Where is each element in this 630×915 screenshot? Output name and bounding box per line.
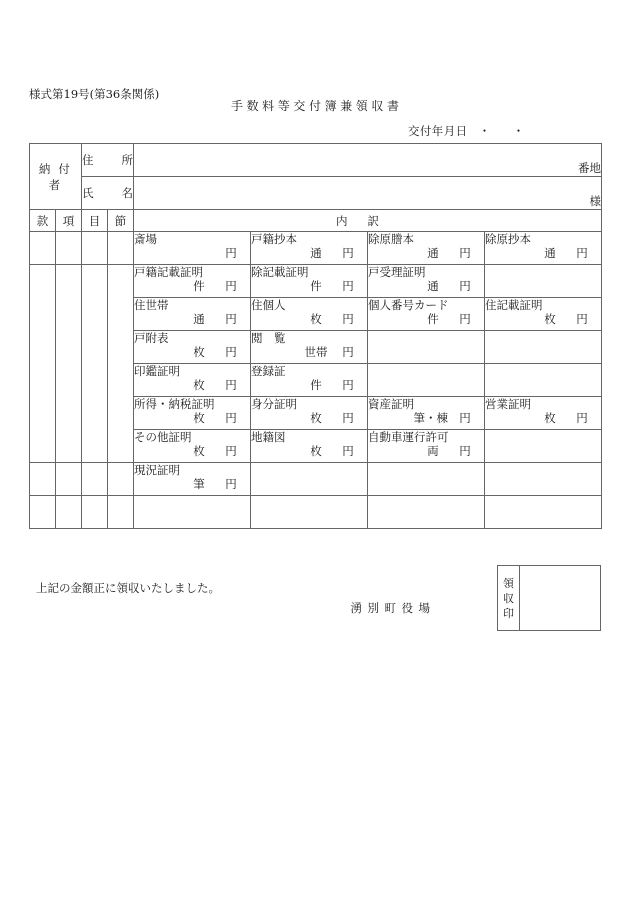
item-name: 閲 覧 [251, 331, 286, 345]
budget-moku-cell-2[interactable] [82, 265, 108, 463]
item-cell[interactable] [368, 232, 485, 265]
header-breakdown: 内訳 [134, 210, 602, 232]
table-row [30, 496, 602, 529]
address-label-part-1: 住 [82, 153, 94, 167]
item-cell[interactable] [485, 331, 602, 364]
item-units [368, 246, 484, 261]
item-cell[interactable] [485, 463, 602, 496]
header-ko: 項 [56, 210, 82, 232]
item-unit: 件 [310, 378, 322, 392]
item-units [485, 246, 601, 261]
item-cell[interactable] [368, 496, 485, 529]
item-name: 所得・納税証明 [134, 397, 215, 411]
item-cell[interactable] [485, 397, 602, 430]
receipt-seal-box [497, 565, 601, 631]
item-unit: 枚 [310, 444, 322, 458]
item-currency: 円 [459, 246, 471, 260]
item-cell[interactable] [134, 298, 251, 331]
item-units [485, 312, 601, 327]
item-unit: 枚 [310, 312, 322, 326]
header-setsu: 節 [108, 210, 134, 232]
item-units [134, 345, 250, 360]
item-name: 地籍図 [251, 430, 286, 444]
item-name: 斎場 [134, 232, 157, 246]
item-units [251, 444, 367, 459]
item-name: 戸籍抄本 [251, 232, 297, 246]
seal-label-char-2: 収 [503, 591, 514, 605]
item-cell[interactable] [368, 298, 485, 331]
item-cell[interactable] [134, 463, 251, 496]
table-row [30, 463, 602, 496]
budget-ko-cell-4[interactable] [56, 496, 82, 529]
table-row [30, 265, 602, 298]
item-name: 住世帯 [134, 298, 169, 312]
item-currency: 円 [576, 411, 588, 425]
item-cell[interactable] [134, 364, 251, 397]
item-cell[interactable] [368, 265, 485, 298]
receipt-statement: 上記の金額正に領収いたしました。 [36, 581, 220, 595]
issue-date-label: 交付年月日 [408, 124, 468, 138]
item-units [134, 411, 250, 426]
item-cell[interactable] [368, 331, 485, 364]
issue-date-separator-2: ・ [512, 124, 525, 138]
item-name: 戸籍記載証明 [134, 265, 203, 279]
item-unit: 枚 [193, 345, 205, 359]
item-name: 除原謄本 [368, 232, 414, 246]
item-units [368, 463, 484, 478]
item-name: 印鑑証明 [134, 364, 180, 378]
item-name: 身分証明 [251, 397, 297, 411]
budget-setsu-cell-1[interactable] [108, 232, 134, 265]
item-units [251, 463, 367, 478]
item-cell[interactable] [368, 397, 485, 430]
item-units [368, 331, 484, 346]
item-cell[interactable] [251, 496, 368, 529]
item-currency: 円 [342, 312, 354, 326]
budget-moku-cell-3[interactable] [82, 463, 108, 496]
item-unit: 件 [427, 312, 439, 326]
budget-setsu-cell-2[interactable] [108, 265, 134, 463]
budget-kan-cell-2[interactable] [30, 265, 56, 463]
seal-label-char-1: 領 [503, 576, 514, 590]
item-currency: 円 [459, 279, 471, 293]
item-name: 戸附表 [134, 331, 169, 345]
item-units [134, 312, 250, 327]
item-cell[interactable] [485, 430, 602, 463]
item-units [368, 312, 484, 327]
item-units [485, 411, 601, 426]
item-cell[interactable] [368, 463, 485, 496]
item-currency: 円 [225, 444, 237, 458]
item-cell[interactable] [485, 496, 602, 529]
budget-header-row [30, 210, 602, 232]
item-cell[interactable] [485, 298, 602, 331]
document-title: 手数料等交付簿兼領収書 [230, 99, 403, 113]
item-currency: 円 [459, 312, 471, 326]
item-units [368, 411, 484, 426]
item-name: 現況証明 [134, 463, 180, 477]
item-currency: 円 [225, 246, 237, 260]
item-cell[interactable] [485, 232, 602, 265]
issue-date-separator-1: ・ [478, 124, 491, 138]
item-name: その他証明 [134, 430, 192, 444]
table-row [30, 232, 602, 265]
item-currency: 円 [342, 345, 354, 359]
item-unit: 通 [310, 246, 322, 260]
item-units [251, 246, 367, 261]
item-currency: 円 [342, 246, 354, 260]
item-cell[interactable] [485, 265, 602, 298]
item-name: 戸受理証明 [368, 265, 426, 279]
item-units [134, 444, 250, 459]
budget-kan-cell-1[interactable] [30, 232, 56, 265]
issue-date-line [408, 123, 536, 139]
item-units [134, 279, 250, 294]
payer-label-cell: 納 付 者 [30, 144, 82, 210]
item-unit: 筆 [193, 477, 205, 491]
item-units [251, 279, 367, 294]
item-unit: 両 [427, 444, 439, 458]
item-cell[interactable] [251, 463, 368, 496]
item-unit: 通 [193, 312, 205, 326]
item-unit: 枚 [544, 312, 556, 326]
header-kan: 款 [30, 210, 56, 232]
item-units [368, 444, 484, 459]
item-cell[interactable] [485, 364, 602, 397]
item-name: 営業証明 [485, 397, 531, 411]
item-cell[interactable] [368, 430, 485, 463]
address-label-part-2: 所 [121, 153, 133, 167]
budget-kan-cell-4[interactable] [30, 496, 56, 529]
item-currency: 円 [225, 411, 237, 425]
item-units [485, 364, 601, 379]
item-units [134, 246, 250, 261]
item-units [485, 331, 601, 346]
item-name: 除原抄本 [485, 232, 531, 246]
item-name: 住記載証明 [485, 298, 543, 312]
item-units [251, 378, 367, 393]
issuing-office-name: 湧別町役場 [350, 601, 436, 615]
item-name: 登録証 [251, 364, 286, 378]
item-units [485, 430, 601, 445]
address-value-cell[interactable]: 番地 [134, 144, 602, 177]
item-cell[interactable] [134, 430, 251, 463]
item-currency: 円 [225, 378, 237, 392]
item-name: 資産証明 [368, 397, 414, 411]
payer-address-row [30, 144, 602, 177]
item-units [368, 364, 484, 379]
item-currency: 円 [225, 279, 237, 293]
item-currency: 円 [342, 411, 354, 425]
budget-ko-cell-3[interactable] [56, 463, 82, 496]
item-cell[interactable] [251, 232, 368, 265]
item-name: 住個人 [251, 298, 286, 312]
item-currency: 円 [225, 345, 237, 359]
budget-ko-cell-2[interactable] [56, 265, 82, 463]
item-unit: 枚 [310, 411, 322, 425]
item-cell[interactable] [251, 364, 368, 397]
item-currency: 円 [225, 477, 237, 491]
item-units [368, 279, 484, 294]
item-units [485, 463, 601, 478]
item-name: 個人番号カード [368, 298, 449, 312]
item-cell[interactable] [251, 265, 368, 298]
payer-name-row [30, 177, 602, 210]
item-unit: 枚 [193, 378, 205, 392]
budget-setsu-cell-4[interactable] [108, 496, 134, 529]
item-unit: 筆・棟 [413, 411, 448, 425]
item-cell[interactable] [251, 298, 368, 331]
budget-kan-cell-3[interactable] [30, 463, 56, 496]
item-cell[interactable] [134, 265, 251, 298]
name-value-cell[interactable]: 様 [134, 177, 602, 210]
fee-breakdown-table [29, 143, 602, 529]
seal-label-char-3: 印 [503, 606, 514, 620]
budget-moku-cell-1[interactable] [82, 232, 108, 265]
seal-label [498, 566, 520, 631]
item-cell[interactable] [134, 496, 251, 529]
item-units [134, 477, 250, 492]
item-cell[interactable] [368, 364, 485, 397]
item-unit: 枚 [544, 411, 556, 425]
name-label-part-2: 名 [121, 186, 133, 200]
budget-moku-cell-4[interactable] [82, 496, 108, 529]
item-cell[interactable] [134, 232, 251, 265]
item-unit: 枚 [193, 411, 205, 425]
header-moku: 目 [82, 210, 108, 232]
item-currency: 円 [342, 279, 354, 293]
item-unit: 件 [310, 279, 322, 293]
item-units [134, 378, 250, 393]
item-currency: 円 [459, 444, 471, 458]
item-unit: 通 [427, 279, 439, 293]
item-unit: 枚 [193, 444, 205, 458]
item-name: 自動車運行許可 [368, 430, 449, 444]
form-number: 様式第19号(第36条関係) [29, 87, 160, 101]
item-currency: 円 [576, 246, 588, 260]
item-cell[interactable] [251, 331, 368, 364]
item-unit: 世帯 [304, 345, 328, 359]
item-currency: 円 [225, 312, 237, 326]
address-label-cell [82, 144, 134, 177]
item-currency: 円 [459, 411, 471, 425]
item-units [251, 312, 367, 327]
item-unit: 通 [544, 246, 556, 260]
name-label-part-1: 氏 [82, 186, 94, 200]
item-name: 除記載証明 [251, 265, 309, 279]
item-cell[interactable] [134, 331, 251, 364]
item-cell[interactable] [251, 397, 368, 430]
item-cell[interactable] [251, 430, 368, 463]
seal-stamp-area[interactable] [520, 566, 601, 631]
item-currency: 円 [342, 378, 354, 392]
item-units [251, 345, 367, 360]
item-cell[interactable] [134, 397, 251, 430]
item-unit: 件 [193, 279, 205, 293]
item-currency: 円 [576, 312, 588, 326]
budget-setsu-cell-3[interactable] [108, 463, 134, 496]
item-currency: 円 [342, 444, 354, 458]
budget-ko-cell-1[interactable] [56, 232, 82, 265]
item-units [485, 265, 601, 280]
item-units [251, 411, 367, 426]
item-unit: 通 [427, 246, 439, 260]
name-label-cell [82, 177, 134, 210]
